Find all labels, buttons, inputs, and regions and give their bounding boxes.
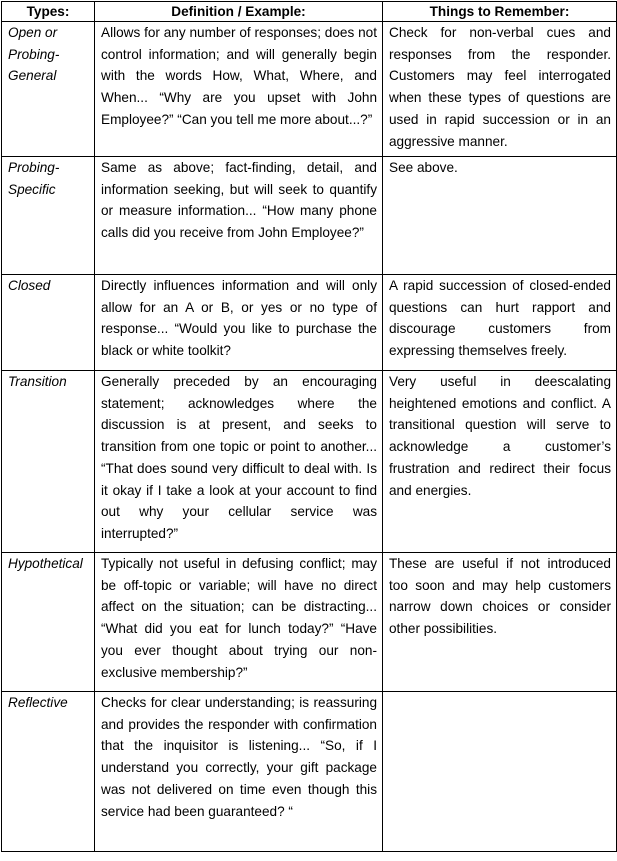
row-type: Reflective: [2, 692, 95, 852]
row-definition: Directly influences information and will only allow for an A or B, or yes or no type of response... “Would you like to purchase the black or white toolkit?: [95, 275, 383, 371]
header-types: Types:: [2, 2, 95, 22]
row-remember: [383, 692, 617, 852]
header-definition: Definition / Example:: [95, 2, 383, 22]
row-remember: Check for non-verbal cues and responses from the responder. Customers may feel interrogated when these types of questions are used in rapid succession or in an aggressive manner.: [383, 22, 617, 157]
row-type: Hypothetical: [2, 553, 95, 692]
row-type: Closed: [2, 275, 95, 371]
row-remember: A rapid succession of closed-ended questions can hurt rapport and discourage customers from expressing themselves freely.: [383, 275, 617, 371]
table-row: [2, 157, 617, 275]
table-row: [2, 371, 617, 553]
row-remember: Very useful in deescalating heightened emotions and conflict. A transitional question will serve to acknowledge a customer’s frustration and redirect their focus and energies.: [383, 371, 617, 553]
question-types-table: [1, 1, 617, 852]
table-row: [2, 22, 617, 157]
header-things-to-remember: Things to Remember:: [383, 2, 617, 22]
row-type: Open or Probing-General: [2, 22, 95, 157]
table-row: [2, 553, 617, 692]
row-remember: See above.: [383, 157, 617, 275]
row-type: Probing-Specific: [2, 157, 95, 275]
row-definition: Same as above; fact-finding, detail, and information seeking, but will seek to quantify or measure information... “How many phone calls did you receive from John Employee?”: [95, 157, 383, 275]
row-definition: Checks for clear understanding; is reassuring and provides the responder with confirmation that the inquisitor is listening... “So, if I understand you correctly, your gift package was not delivered on time even though this service had been guaranteed? “: [95, 692, 383, 852]
table-row: [2, 275, 617, 371]
row-definition: Typically not useful in defusing conflict; may be off-topic or variable; will have no direct affect on the situation; can be distracting... “What did you eat for lunch today?” “Have you ever thought about trying our non-exclusive membership?”: [95, 553, 383, 692]
table-row: [2, 692, 617, 852]
row-definition: Allows for any number of responses; does not control information; and will generally begin with the words How, What, Where, and When... “Why are you upset with John Employee?” “Can you tell me more about...?”: [95, 22, 383, 157]
row-remember: These are useful if not introduced too soon and may help customers narrow down choices or consider other possibilities.: [383, 553, 617, 692]
row-definition: Generally preceded by an encouraging statement; acknowledges where the discussion is at present, and seeks to transition from one topic or point to another... “That does sound very difficult to deal with. Is it okay if I take a look at your account to find out why your cellular service was interrupted?”: [95, 371, 383, 553]
header-row: [2, 2, 617, 22]
row-type: Transition: [2, 371, 95, 553]
